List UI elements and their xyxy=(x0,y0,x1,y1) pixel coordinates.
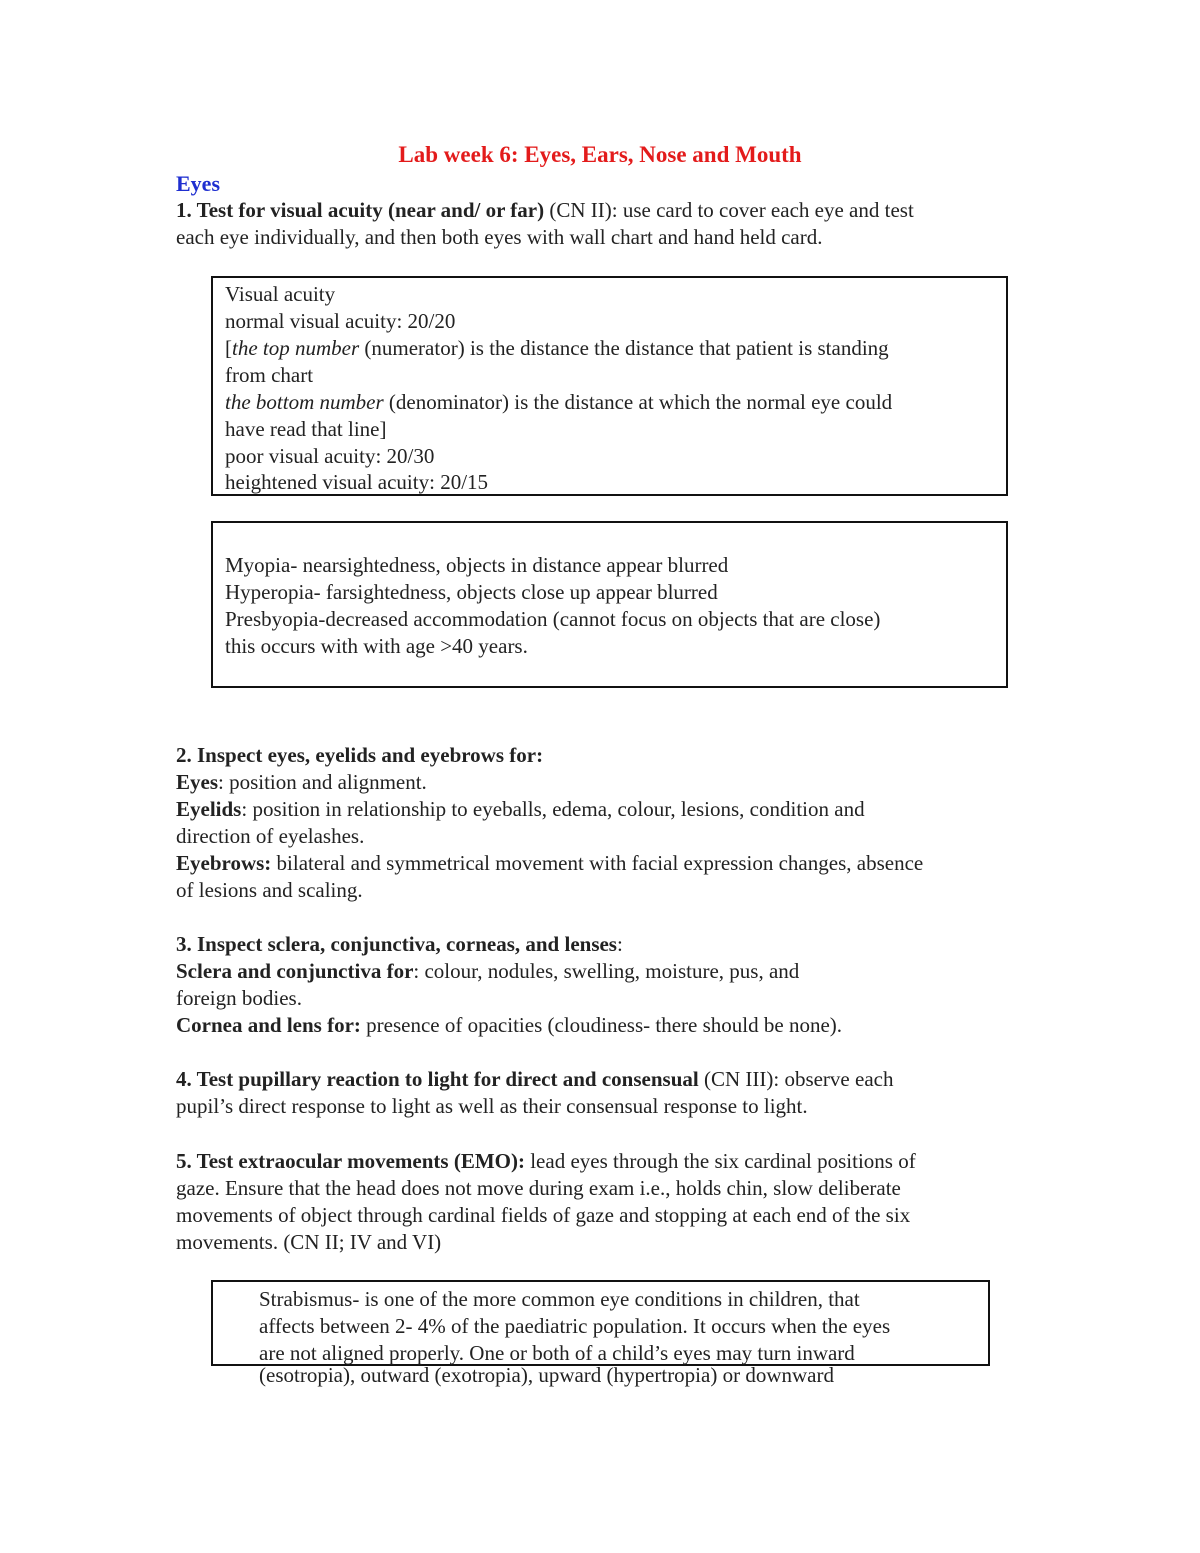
box2-line2: Hyperopia- farsightedness, objects close up appear blurred xyxy=(225,580,718,604)
item3-heading xyxy=(176,931,623,958)
box2-line1: Myopia- nearsightedness, objects in distance appear blurred xyxy=(225,553,729,577)
item3-sclera xyxy=(176,958,799,985)
item5-line1 xyxy=(176,1148,916,1175)
box1-top-number: the top number xyxy=(232,336,360,360)
strabismus-box xyxy=(211,1280,990,1387)
item3-colon: : xyxy=(616,932,623,956)
refractive-errors-box xyxy=(211,521,1008,688)
item5-line4: movements. (CN II; IV and VI) xyxy=(176,1230,442,1254)
box3-line1: Strabismus- is one of the more common eye conditions in children, that xyxy=(259,1287,860,1311)
page-title: Lab week 6: Eyes, Ears, Nose and Mouth xyxy=(398,142,802,167)
item3-title: 3. Inspect sclera, conjunctiva, corneas, and lenses xyxy=(176,932,617,956)
item5-text: lead eyes through the six cardinal positions of xyxy=(524,1149,916,1173)
item2-eyes-label: Eyes xyxy=(176,770,218,794)
item2-eyelids-text: : position in relationship to eyeballs, edema, colour, lesions, condition and xyxy=(241,797,865,821)
visual-acuity-box xyxy=(211,276,1008,496)
box1-line6: have read that line] xyxy=(225,417,387,441)
item5-line3: movements of object through cardinal fields of gaze and stopping at each end of the six xyxy=(176,1203,911,1227)
item2-eyes xyxy=(176,769,427,796)
item4-text: (CN III): observe each xyxy=(698,1067,894,1091)
item3-sclera-text: : colour, nodules, swelling, moisture, pus, and xyxy=(413,959,800,983)
box1-line5-text: (denominator) is the distance at which the normal eye could xyxy=(383,390,893,414)
box1-bottom-number: the bottom number xyxy=(225,390,384,414)
item3-cornea-text: presence of opacities (cloudiness- there should be none). xyxy=(360,1013,843,1037)
item2-eyebrows-text: bilateral and symmetrical movement with facial expression changes, absence xyxy=(271,851,924,875)
item2-eyelids-label: Eyelids xyxy=(176,797,242,821)
box1-line7: poor visual acuity: 20/30 xyxy=(225,444,435,468)
section-heading-eyes: Eyes xyxy=(176,171,220,196)
item1-line2: each eye individually, and then both eyes with wall chart and hand held card. xyxy=(176,225,823,249)
item1-line1 xyxy=(176,197,914,224)
box3-line4: (esotropia), outward (exotropia), upward (hypertropia) or downward xyxy=(259,1363,834,1387)
item3-sclera-label: Sclera and conjunctiva for xyxy=(176,959,414,983)
box2-line3: Presbyopia-decreased accommodation (cannot focus on objects that are close) xyxy=(225,607,881,631)
item1-text: (CN II): use card to cover each eye and test xyxy=(544,198,914,222)
box2-line4: this occurs with with age >40 years. xyxy=(225,634,528,658)
item4-line2: pupil’s direct response to light as well as their consensual response to light. xyxy=(176,1094,808,1118)
item3-cornea-label: Cornea and lens for: xyxy=(176,1013,361,1037)
item2-eyebrows xyxy=(176,850,923,877)
box1-bracket: [ xyxy=(225,336,232,360)
box3-line3: are not aligned properly. One or both of a child’s eyes may turn inward xyxy=(259,1341,855,1365)
item2-heading xyxy=(176,742,543,769)
item4-line1 xyxy=(176,1066,893,1093)
item2-eyelids-line2: direction of eyelashes. xyxy=(176,824,365,848)
item2-eyes-text: : position and alignment. xyxy=(218,770,427,794)
item2-eyebrows-line2: of lesions and scaling. xyxy=(176,878,363,902)
item2-eyebrows-label: Eyebrows: xyxy=(176,851,272,875)
item2-eyelids xyxy=(176,796,865,823)
item5-title: 5. Test extraocular movements (EMO): xyxy=(176,1149,525,1173)
box1-line5 xyxy=(225,389,892,416)
box1-line2: normal visual acuity: 20/20 xyxy=(225,309,456,333)
box1-line3 xyxy=(225,335,889,362)
box1-line1: Visual acuity xyxy=(225,282,336,306)
box1-line8: heightened visual acuity: 20/15 xyxy=(225,470,489,494)
box1-line3-text: (numerator) is the distance the distance that patient is standing xyxy=(359,336,889,360)
box1-line4: from chart xyxy=(225,363,314,387)
item1-title: 1. Test for visual acuity (near and/ or far) xyxy=(176,198,545,222)
item2-title: 2. Inspect eyes, eyelids and eyebrows for: xyxy=(176,743,544,767)
item4-title: 4. Test pupillary reaction to light for direct and consensual xyxy=(176,1067,699,1091)
item3-sclera-line2: foreign bodies. xyxy=(176,986,302,1010)
box3-line2: affects between 2- 4% of the paediatric population. It occurs when the eyes xyxy=(259,1314,891,1338)
item5-line2: gaze. Ensure that the head does not move during exam i.e., holds chin, slow deliberate xyxy=(176,1176,901,1200)
item3-cornea xyxy=(176,1012,842,1039)
